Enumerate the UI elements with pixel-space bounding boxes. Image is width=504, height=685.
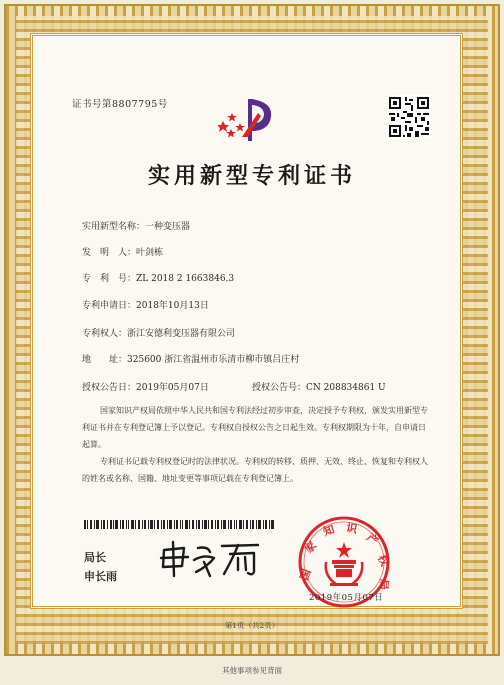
field-address-value: 325600 浙江省温州市乐清市柳市镇吕庄村 xyxy=(127,355,300,365)
field-name-label: 实用新型名称： xyxy=(82,222,146,232)
field-address-label: 地 址： xyxy=(82,355,128,365)
field-inventor-value: 叶剑栋 xyxy=(136,248,164,258)
page-number: 第1页（共2页） xyxy=(224,621,280,630)
field-patentee-label: 专利权人： xyxy=(82,329,128,339)
field-filing-date xyxy=(82,298,209,311)
svg-text:家: 家 xyxy=(302,539,320,557)
field-grant-number xyxy=(252,380,386,393)
field-grant-date-label: 授权公告日： xyxy=(82,383,137,393)
seal-date: 2019年05月07日 xyxy=(309,593,384,603)
field-filing-date-label: 专利申请日： xyxy=(82,301,137,311)
field-grant-number-label: 授权公告号： xyxy=(252,383,307,393)
field-grant-date-value: 2019年05月07日 xyxy=(136,383,209,393)
svg-text:权: 权 xyxy=(374,552,392,569)
field-filing-date-value: 2018年10月13日 xyxy=(136,301,209,311)
director-signature xyxy=(158,540,268,578)
svg-text:产: 产 xyxy=(363,530,381,548)
director-name: 申长雨 xyxy=(84,570,117,583)
barcode xyxy=(84,520,274,529)
field-grant-date xyxy=(82,380,209,393)
svg-text:知: 知 xyxy=(321,522,337,539)
field-inventor-label: 发 明 人： xyxy=(82,248,137,258)
cnipa-logo-icon xyxy=(218,91,282,145)
certificate-title: 实用新型专利证书 xyxy=(147,163,356,189)
footer-note: 其他事项参见背面 xyxy=(222,666,282,675)
field-inventor xyxy=(82,245,163,258)
field-address xyxy=(82,352,299,365)
svg-text:局: 局 xyxy=(376,578,391,591)
director-title: 局长 xyxy=(84,551,106,564)
field-patentee-value: 浙江安德利变压器有限公司 xyxy=(127,329,236,339)
field-patent-number-value: ZL 2018 2 1663846.3 xyxy=(136,274,235,284)
svg-text:识: 识 xyxy=(344,521,359,537)
field-grant-number-value: CN 208834861 U xyxy=(306,383,386,393)
certificate-number: 证书号第8807795号 xyxy=(72,99,168,110)
field-name-value: 一种变压器 xyxy=(145,222,191,232)
field-patentee xyxy=(82,326,235,339)
paragraph-grant-decision-text: 国家知识产权局依照中华人民共和国专利法经过初步审查，决定授予专利权，颁发实用新型专利证书并在专利登记簿上予以登记。专利权自授权公告之日起生效。专利权期限为十年，自申请日起算。 xyxy=(82,406,428,449)
qr-code-icon xyxy=(387,95,431,139)
paragraph-grant-decision xyxy=(82,402,428,453)
field-patent-number-label: 专 利 号： xyxy=(82,274,137,284)
paragraph-legal-status xyxy=(82,453,428,487)
field-patent-number xyxy=(82,271,234,284)
paragraph-legal-status-text: 专利证书记载专利权登记时的法律状况。专利权的转移、质押、无效、终止、恢复和专利权人的姓名或名称、国籍、地址变更等事项记载在专利登记簿上。 xyxy=(82,457,428,483)
field-name xyxy=(82,219,190,232)
svg-text:国: 国 xyxy=(297,567,314,583)
